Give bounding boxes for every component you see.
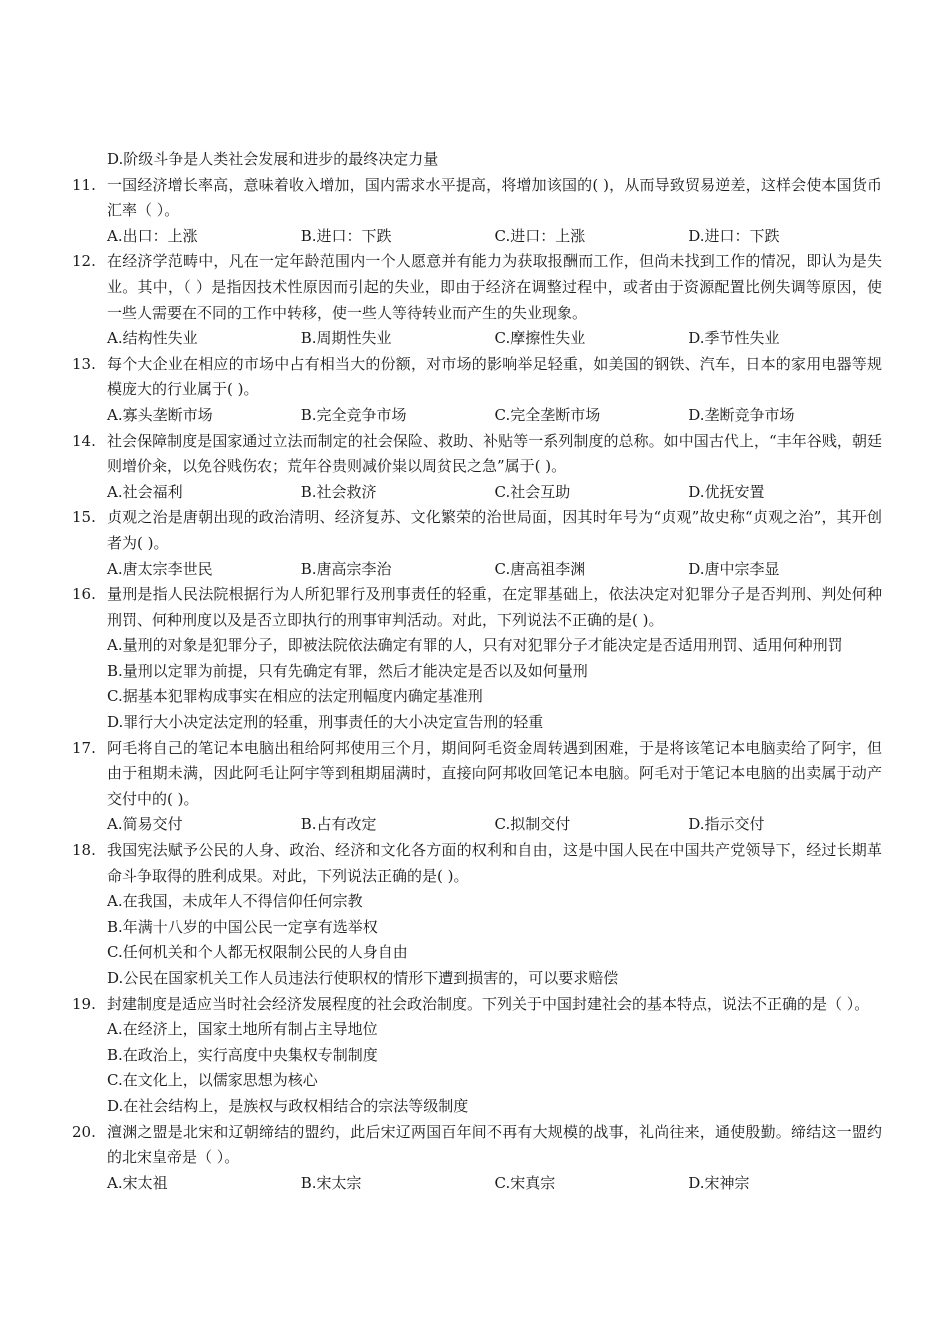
question-stem: 一国经济增长率高，意味着收入增加，国内需求水平提高，将增加该国的( )，从而导致贸易逆差，这样会使本国货币汇率（ ）。 — [107, 175, 882, 220]
question-stem: 澶渊之盟是北宋和辽朝缔结的盟约，此后宋辽两国百年间不再有大规模的战事，礼尚往来，通使殷勤。缔结这一盟约的北宋皇帝是（ ）。 — [107, 1122, 882, 1167]
option-a: A.在经济上，国家土地所有制占主导地位 — [107, 1020, 378, 1039]
question-12 — [72, 249, 882, 351]
question-13 — [72, 352, 882, 429]
option-c: C.完全垄断市场 — [494, 405, 601, 424]
option-b: B.社会救济 — [300, 482, 377, 501]
option-c: C.宋真宗 — [494, 1173, 556, 1192]
option-d: D.宋神宗 — [688, 1173, 750, 1192]
question-number: 19. — [72, 994, 96, 1013]
question-19 — [72, 992, 882, 1120]
option-c: C.任何机关和个人都无权限制公民的人身自由 — [107, 943, 408, 962]
question-11 — [72, 173, 882, 250]
question-stem: 我国宪法赋予公民的人身、政治、经济和文化各方面的权利和自由，这是中国人民在中国共产党领导下，经过长期革命斗争取得的胜利成果。对此，下列说法正确的是( )。 — [107, 841, 882, 885]
question-number: 18. — [72, 841, 96, 860]
options-row — [107, 224, 882, 250]
option-b: B.周期性失业 — [300, 329, 392, 348]
options-row — [107, 557, 882, 583]
option-a: A.寡头垄断市场 — [107, 405, 213, 424]
option-c: C.进口：上涨 — [494, 226, 586, 245]
question-15 — [72, 505, 882, 582]
question-stem: 社会保障制度是国家通过立法而制定的社会保险、救助、补贴等一系列制度的总称。如中国古代上，“丰年谷贱，朝廷则增价籴，以免谷贱伤农；荒年谷贵则减价粜以周贫民之急”属于( )。 — [107, 431, 882, 476]
question-number: 14. — [72, 431, 96, 450]
option-b: B.年满十八岁的中国公民一定享有选举权 — [107, 917, 378, 936]
question-number: 11. — [72, 175, 96, 194]
option-b: B.进口：下跌 — [300, 226, 392, 245]
question-16 — [72, 582, 882, 736]
options-row — [107, 812, 882, 838]
option-d: D.在社会结构上，是族权与政权相结合的宗法等级制度 — [107, 1096, 469, 1115]
option-b: B.唐高宗李治 — [300, 559, 392, 578]
option-c: C.摩擦性失业 — [494, 329, 586, 348]
option-c: C.据基本犯罪构成事实在相应的法定刑幅度内确定基准刑 — [107, 687, 483, 706]
option-c: C.社会互助 — [494, 482, 571, 501]
option-a: A.出口：上涨 — [107, 226, 198, 245]
option-a: A.结构性失业 — [107, 329, 198, 348]
option-b: B.在政治上，实行高度中央集权专制制度 — [107, 1045, 378, 1064]
question-number: 20. — [72, 1122, 96, 1141]
option-d: D.垄断竞争市场 — [688, 405, 795, 424]
option-d: D.罪行大小决定法定刑的轻重，刑事责任的大小决定宣告刑的轻重 — [107, 713, 544, 732]
option-b: B.占有改定 — [300, 815, 377, 834]
option-b: B.量刑以定罪为前提，只有先确定有罪，然后才能决定是否以及如何量刑 — [107, 661, 588, 680]
question-number: 15. — [72, 508, 96, 527]
option-d: D.指示交付 — [688, 815, 765, 834]
question-20 — [72, 1120, 882, 1197]
question-stem: 贞观之治是唐朝出现的政治清明、经济复苏、文化繁荣的治世局面，因其时年号为“贞观”故史称“贞观之治”，其开创者为( )。 — [107, 508, 882, 552]
question-17 — [72, 736, 882, 838]
question-number: 17. — [72, 738, 96, 757]
option-c: C.在文化上，以儒家思想为核心 — [107, 1071, 318, 1090]
option-a: A.简易交付 — [107, 815, 183, 834]
option-a: A.宋太祖 — [107, 1173, 168, 1192]
option-a: A.唐太宗李世民 — [107, 559, 213, 578]
option-d: D.进口：下跌 — [688, 226, 780, 245]
question-page — [72, 147, 882, 1196]
question-stem: 阿毛将自己的笔记本电脑出租给阿邦使用三个月，期间阿毛资金周转遇到困难，于是将该笔记本电脑卖给了阿宇，但由于租期未满，因此阿毛让阿宇等到租期届满时，直接向阿邦收回笔记本电脑。阿毛对于笔记本电脑的出卖属于动产交付中的( )。 — [107, 738, 882, 808]
options-row — [107, 1171, 882, 1197]
option-d: D.公民在国家机关工作人员违法行使职权的情形下遭到损害的，可以要求赔偿 — [107, 969, 619, 987]
option-d: D.季节性失业 — [688, 329, 780, 348]
option-b: B.宋太宗 — [300, 1173, 362, 1192]
question-stem: 封建制度是适应当时社会经济发展程度的社会政治制度。下列关于中国封建社会的基本特点，说法不正确的是（ ）。 — [107, 994, 870, 1013]
question-number: 13. — [72, 354, 96, 373]
option-a: A.量刑的对象是犯罪分子，即被法院依法确定有罪的人，只有对犯罪分子才能决定是否适用刑罚、适用何种刑罚 — [107, 636, 843, 655]
option-a: A.社会福利 — [107, 482, 183, 501]
option-b: B.完全竞争市场 — [300, 405, 407, 424]
question-number: 12. — [72, 252, 96, 271]
option-c: C.唐高祖李渊 — [494, 559, 586, 578]
question-stem: 量刑是指人民法院根据行为人所犯罪行及刑事责任的轻重，在定罪基础上，依法决定对犯罪分子是否判刑、判处何种刑罚、何种刑度以及是否立即执行的刑事审判活动。对此，下列说法不正确的是( )。 — [107, 585, 882, 629]
options-row — [107, 326, 882, 352]
question-number: 16. — [72, 585, 96, 604]
option-d: D.优抚安置 — [688, 482, 765, 501]
question-18 — [72, 838, 882, 992]
question-14 — [72, 429, 882, 506]
previous-question-option-d: D.阶级斗争是人类社会发展和进步的最终决定力量 — [107, 150, 439, 168]
option-c: C.拟制交付 — [494, 815, 571, 834]
option-a: A.在我国，未成年人不得信仰任何宗教 — [107, 892, 363, 911]
question-stem: 在经济学范畴中，凡在一定年龄范围内一个人愿意并有能力为获取报酬而工作，但尚未找到工作的情况，即认为是失业。其中，（ ）是指因技术性原因而引起的失业，即由于经济在调整过程中，或者由于资源配置比例失调等原因，使一些人需要在不同的工作中转移，使一些人等待转业而产生的失业现象。 — [107, 252, 882, 322]
options-row — [107, 403, 882, 429]
question-stem: 每个大企业在相应的市场中占有相当大的份额，对市场的影响举足轻重，如美国的钢铁、汽车，日本的家用电器等规模庞大的行业属于( )。 — [107, 354, 882, 399]
option-d: D.唐中宗李显 — [688, 559, 780, 578]
options-row — [107, 480, 882, 506]
